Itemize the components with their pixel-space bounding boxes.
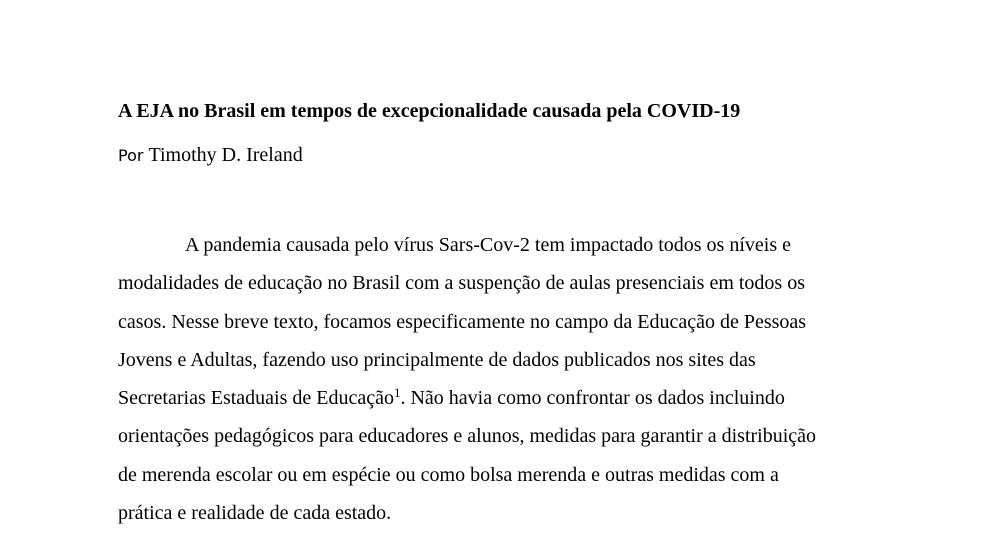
paragraph-line-text: . Não havia como confrontar os dados incluindo	[400, 387, 785, 410]
author-name: Timothy D. Ireland	[148, 144, 303, 166]
byline	[118, 141, 303, 170]
byline-prefix: Por	[118, 146, 144, 165]
paragraph-line: prática e realidade de cada estado.	[118, 502, 392, 525]
paragraph-line: casos. Nesse breve texto, focamos especificamente no campo da Educação de Pessoas	[118, 310, 807, 333]
paragraph-line: modalidades de educação no Brasil com a suspenção de aulas presenciais em todos os	[118, 272, 806, 295]
document-title: A EJA no Brasil em tempos de excepcionalidade causada pela COVID-19	[118, 100, 741, 122]
paragraph-line: A pandemia causada pelo vírus Sars-Cov-2 tem impactado todos os níveis e	[185, 234, 791, 256]
paragraph-line-text: Secretarias Estaduais de Educação	[118, 387, 394, 410]
paragraph-line: de merenda escolar ou em espécie ou como bolsa merenda e outras medidas com a	[118, 463, 779, 486]
paragraph-line	[118, 379, 918, 417]
footnote-reference[interactable]: 1	[393, 385, 401, 401]
body-paragraph	[118, 226, 918, 532]
paragraph-line: Jovens e Adultas, fazendo uso principalmente de dados publicados nos sites das	[118, 348, 756, 371]
paragraph-line: orientações pedagógicos para educadores e alunos, medidas para garantir a distribuição	[118, 425, 817, 448]
